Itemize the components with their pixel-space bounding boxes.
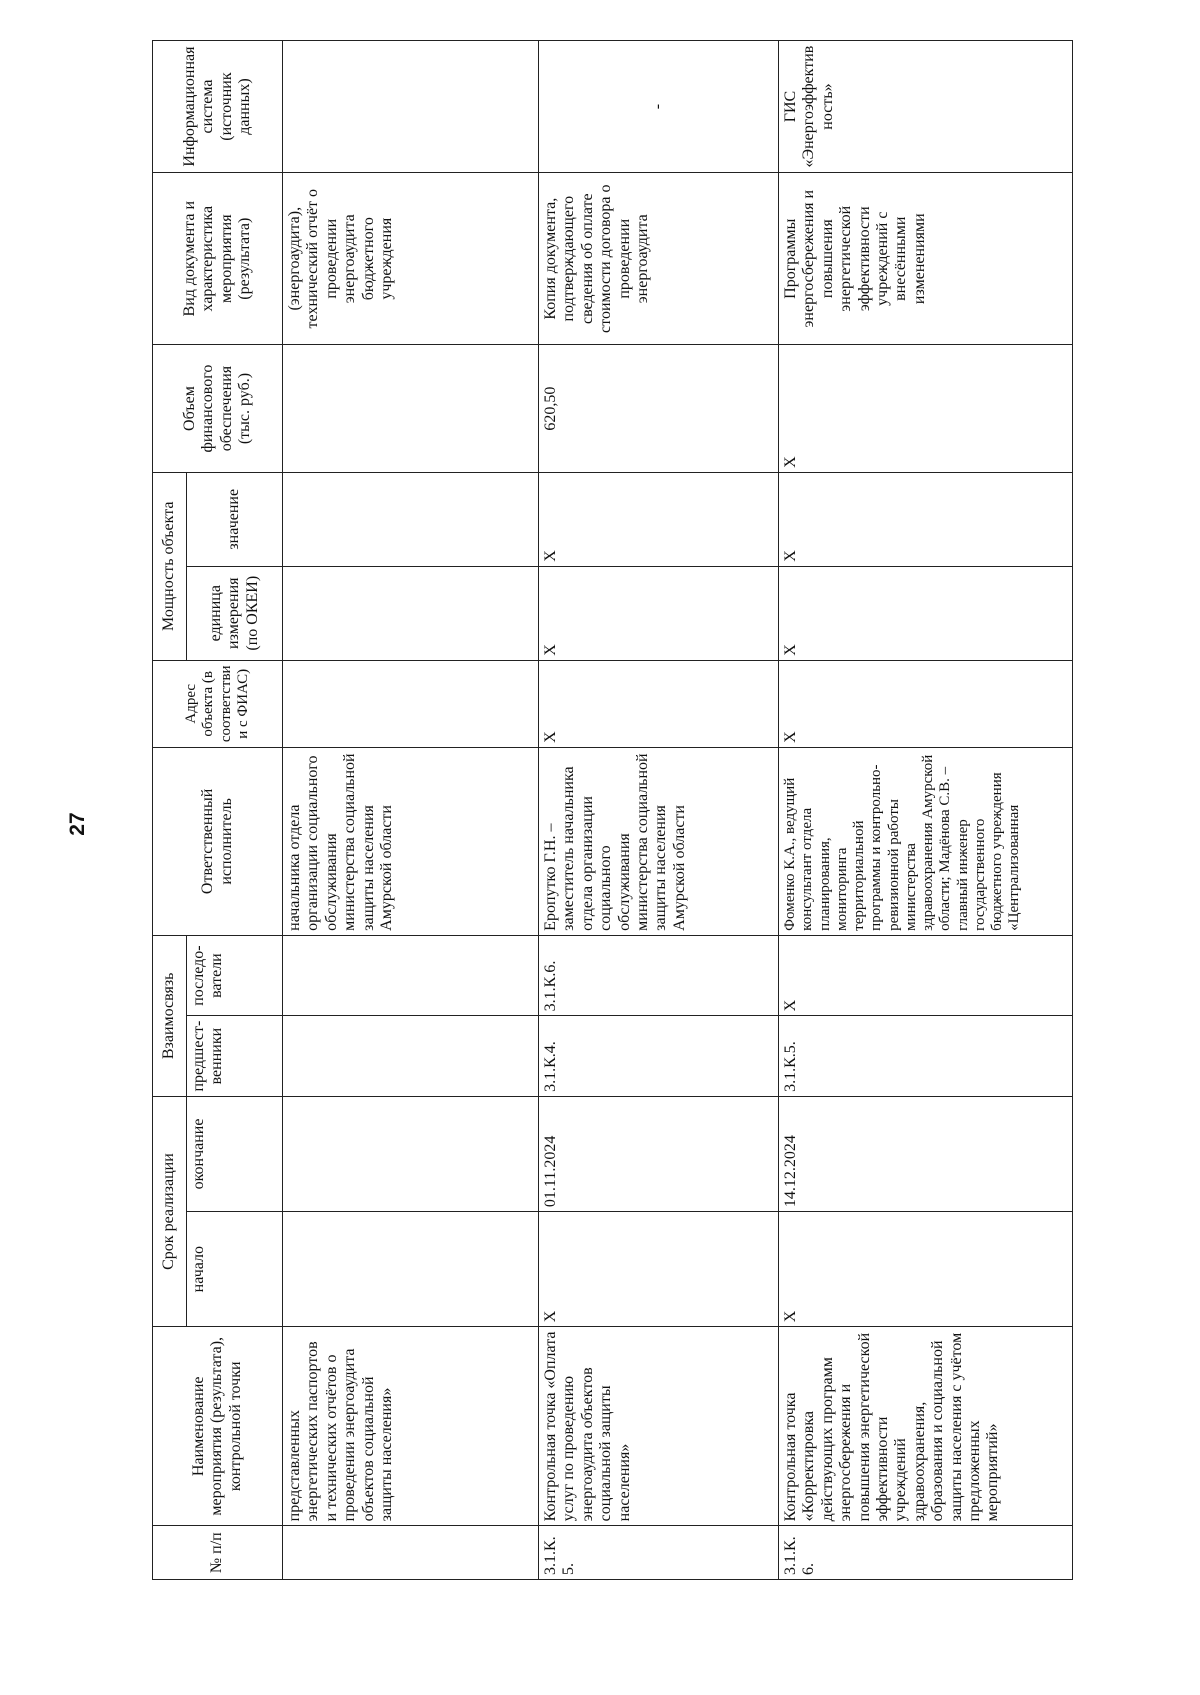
page-number: 27 (66, 812, 89, 836)
events-table (152, 40, 1073, 1580)
cell-resp: Еропутко Г.Н. – заместитель начальника отдела организации социального обслуживания министерства социальной защиты населения Амурской области (539, 747, 779, 935)
cell-start: Х (779, 1212, 1073, 1327)
cell-num: 3.1.К.5. (539, 1526, 779, 1580)
cell-unit (283, 566, 539, 660)
cell-end (283, 1096, 539, 1211)
rotated-table-wrapper (152, 40, 1072, 1580)
cell-value (283, 472, 539, 566)
header-value: значение (187, 472, 283, 566)
cell-address: Х (539, 660, 779, 747)
cell-address: Х (779, 660, 1073, 747)
header-capacity: Мощность объекта (153, 472, 187, 660)
cell-succ: 3.1.К.6. (539, 935, 779, 1016)
cell-start (283, 1212, 539, 1327)
cell-name: Контрольная точка «Оплата услуг по проведению энергоаудита объектов социальной защиты населения» (539, 1327, 779, 1526)
header-address: Адрес объекта (в соответствии с ФИАС) (153, 660, 283, 747)
header-resp: Ответственный исполнитель (153, 747, 283, 935)
cell-info: - (539, 41, 779, 173)
cell-succ (283, 935, 539, 1016)
header-period: Срок реализации (153, 1096, 187, 1326)
cell-info (283, 41, 539, 173)
cell-end: 01.11.2024 (539, 1096, 779, 1211)
cell-doc: Программы энергосбережения и повышения энергетической эффективности учреждений с внесёнными изменениями (779, 173, 1073, 345)
cell-info: ГИС «Энергоэффективность» (779, 41, 1073, 173)
cell-pred: 3.1.К.5. (779, 1016, 1073, 1097)
cell-name: Контрольная точка «Корректировка действующих программ энергосбережения и повышения энергетической эффективности учреждений здравоохранения, образования и социальной защиты населения с учётом предложенных мероприятий» (779, 1327, 1073, 1526)
header-num: № п/п (153, 1526, 283, 1580)
header-pred: предшест-венники (187, 1016, 283, 1097)
cell-finance: Х (779, 345, 1073, 473)
cell-end: 14.12.2024 (779, 1096, 1073, 1211)
cell-unit: Х (779, 566, 1073, 660)
cell-resp: начальника отдела организации социального обслуживания министерства социальной защиты населения Амурской области (283, 747, 539, 935)
cell-pred (283, 1016, 539, 1097)
cell-value: Х (779, 472, 1073, 566)
cell-name: представленных энергетических паспортов и технических отчётов о проведении энергоаудита объектов социальной защиты населения» (283, 1327, 539, 1526)
header-row-1 (153, 41, 187, 1580)
header-start: начало (187, 1212, 283, 1327)
header-unit: единица измерения (по ОКЕИ) (187, 566, 283, 660)
cell-unit: Х (539, 566, 779, 660)
table-row (779, 41, 1073, 1580)
cell-value: Х (539, 472, 779, 566)
header-succ: последо-ватели (187, 935, 283, 1016)
cell-pred: 3.1.К.4. (539, 1016, 779, 1097)
cell-finance (283, 345, 539, 473)
cell-address (283, 660, 539, 747)
header-info: Информационная система (источник данных) (153, 41, 283, 173)
cell-num: 3.1.К.6. (779, 1526, 1073, 1580)
header-finance: Объем финансового обеспечения (тыс. руб.) (153, 345, 283, 473)
table-row (539, 41, 779, 1580)
cell-doc: (энергоаудита), технический отчёт о проведении энергоаудита бюджетного учреждения (283, 173, 539, 345)
table-row (283, 41, 539, 1580)
header-link: Взаимосвязь (153, 935, 187, 1096)
header-end: окончание (187, 1096, 283, 1211)
cell-start: Х (539, 1212, 779, 1327)
cell-finance: 620,50 (539, 345, 779, 473)
header-doc: Вид документа и характеристика мероприятия (результата) (153, 173, 283, 345)
cell-num (283, 1526, 539, 1580)
cell-resp: Фоменко К.А., ведущий консультант отдела планирования, мониторинга территориальной программы и контрольно-ревизионной работы министерства здравоохранения Амурской области; Мадёнова С.В. – главный инженер государственного бюджетного учреждения «Централизованная (779, 747, 1073, 935)
cell-doc: Копия документа, подтверждающего сведения об оплате стоимости договора о проведении энергоаудита (539, 173, 779, 345)
cell-succ: Х (779, 935, 1073, 1016)
header-name: Наименование мероприятия (результата), контрольной точки (153, 1327, 283, 1526)
